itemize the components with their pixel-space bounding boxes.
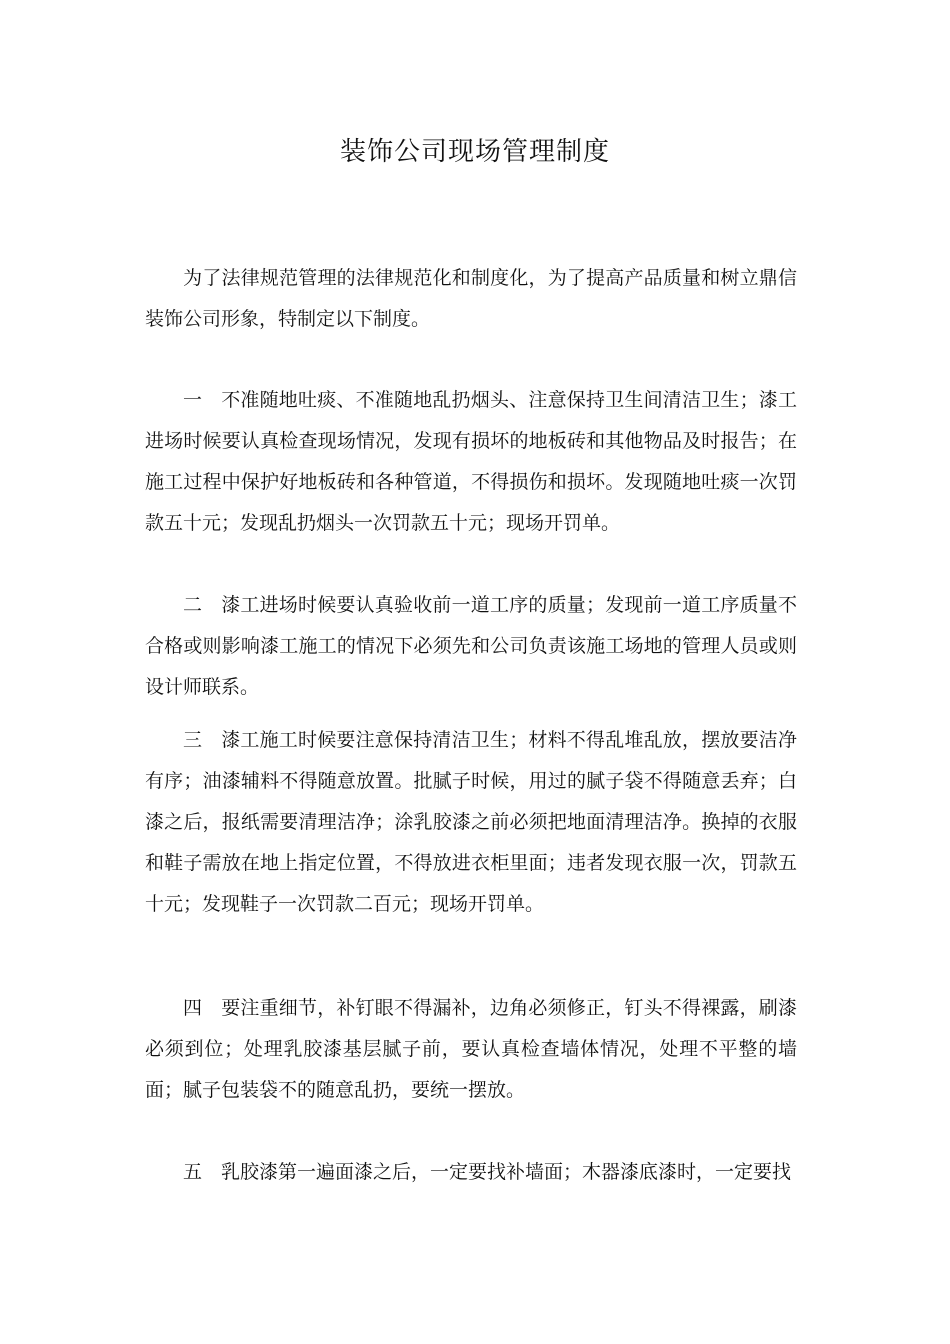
section-number: 二 bbox=[183, 594, 203, 616]
intro-text: 为了法律规范管理的法律规范化和制度化，为了提高产品质量和树立鼎信装饰公司形象，特制定以下制度。 bbox=[145, 267, 797, 330]
section-3-paragraph bbox=[145, 720, 797, 925]
section-1-paragraph bbox=[145, 380, 797, 544]
section-text: 乳胶漆第一遍面漆之后，一定要找补墙面；木器漆底漆时，一定要找 bbox=[221, 1161, 792, 1183]
section-2-paragraph bbox=[145, 585, 797, 708]
section-text: 不准随地吐痰、不准随地乱扔烟头、注意保持卫生间清洁卫生；漆工进场时候要认真检查现场情况，发现有损坏的地板砖和其他物品及时报告；在施工过程中保护好地板砖和各种管道，不得损伤和损坏。发现随地吐痰一次罚款五十元；发现乱扔烟头一次罚款五十元；现场开罚单。 bbox=[145, 389, 797, 534]
section-text: 漆工进场时候要认真验收前一道工序的质量；发现前一道工序质量不合格或则影响漆工施工的情况下必须先和公司负责该施工场地的管理人员或则设计师联系。 bbox=[145, 594, 797, 698]
section-number: 五 bbox=[183, 1161, 203, 1183]
section-number: 四 bbox=[183, 997, 203, 1019]
section-4-paragraph bbox=[145, 988, 797, 1111]
intro-paragraph bbox=[145, 258, 797, 340]
section-5-paragraph bbox=[145, 1152, 797, 1193]
document-title: 装饰公司现场管理制度 bbox=[339, 137, 610, 167]
section-text: 漆工施工时候要注意保持清洁卫生；材料不得乱堆乱放，摆放要洁净有序；油漆辅料不得随意放置。批腻子时候，用过的腻子袋不得随意丢弃；白漆之后，报纸需要清理洁净；涂乳胶漆之前必须把地面清理洁净。换掉的衣服和鞋子需放在地上指定位置，不得放进衣柜里面；违者发现衣服一次，罚款五十元；发现鞋子一次罚款二百元；现场开罚单。 bbox=[145, 729, 797, 915]
section-number: 三 bbox=[183, 729, 203, 751]
section-number: 一 bbox=[183, 389, 203, 411]
section-text: 要注重细节，补钉眼不得漏补，边角必须修正，钉头不得裸露，刷漆必须到位；处理乳胶漆基层腻子前，要认真检查墙体情况，处理不平整的墙面；腻子包装袋不的随意乱扔，要统一摆放。 bbox=[145, 997, 797, 1101]
